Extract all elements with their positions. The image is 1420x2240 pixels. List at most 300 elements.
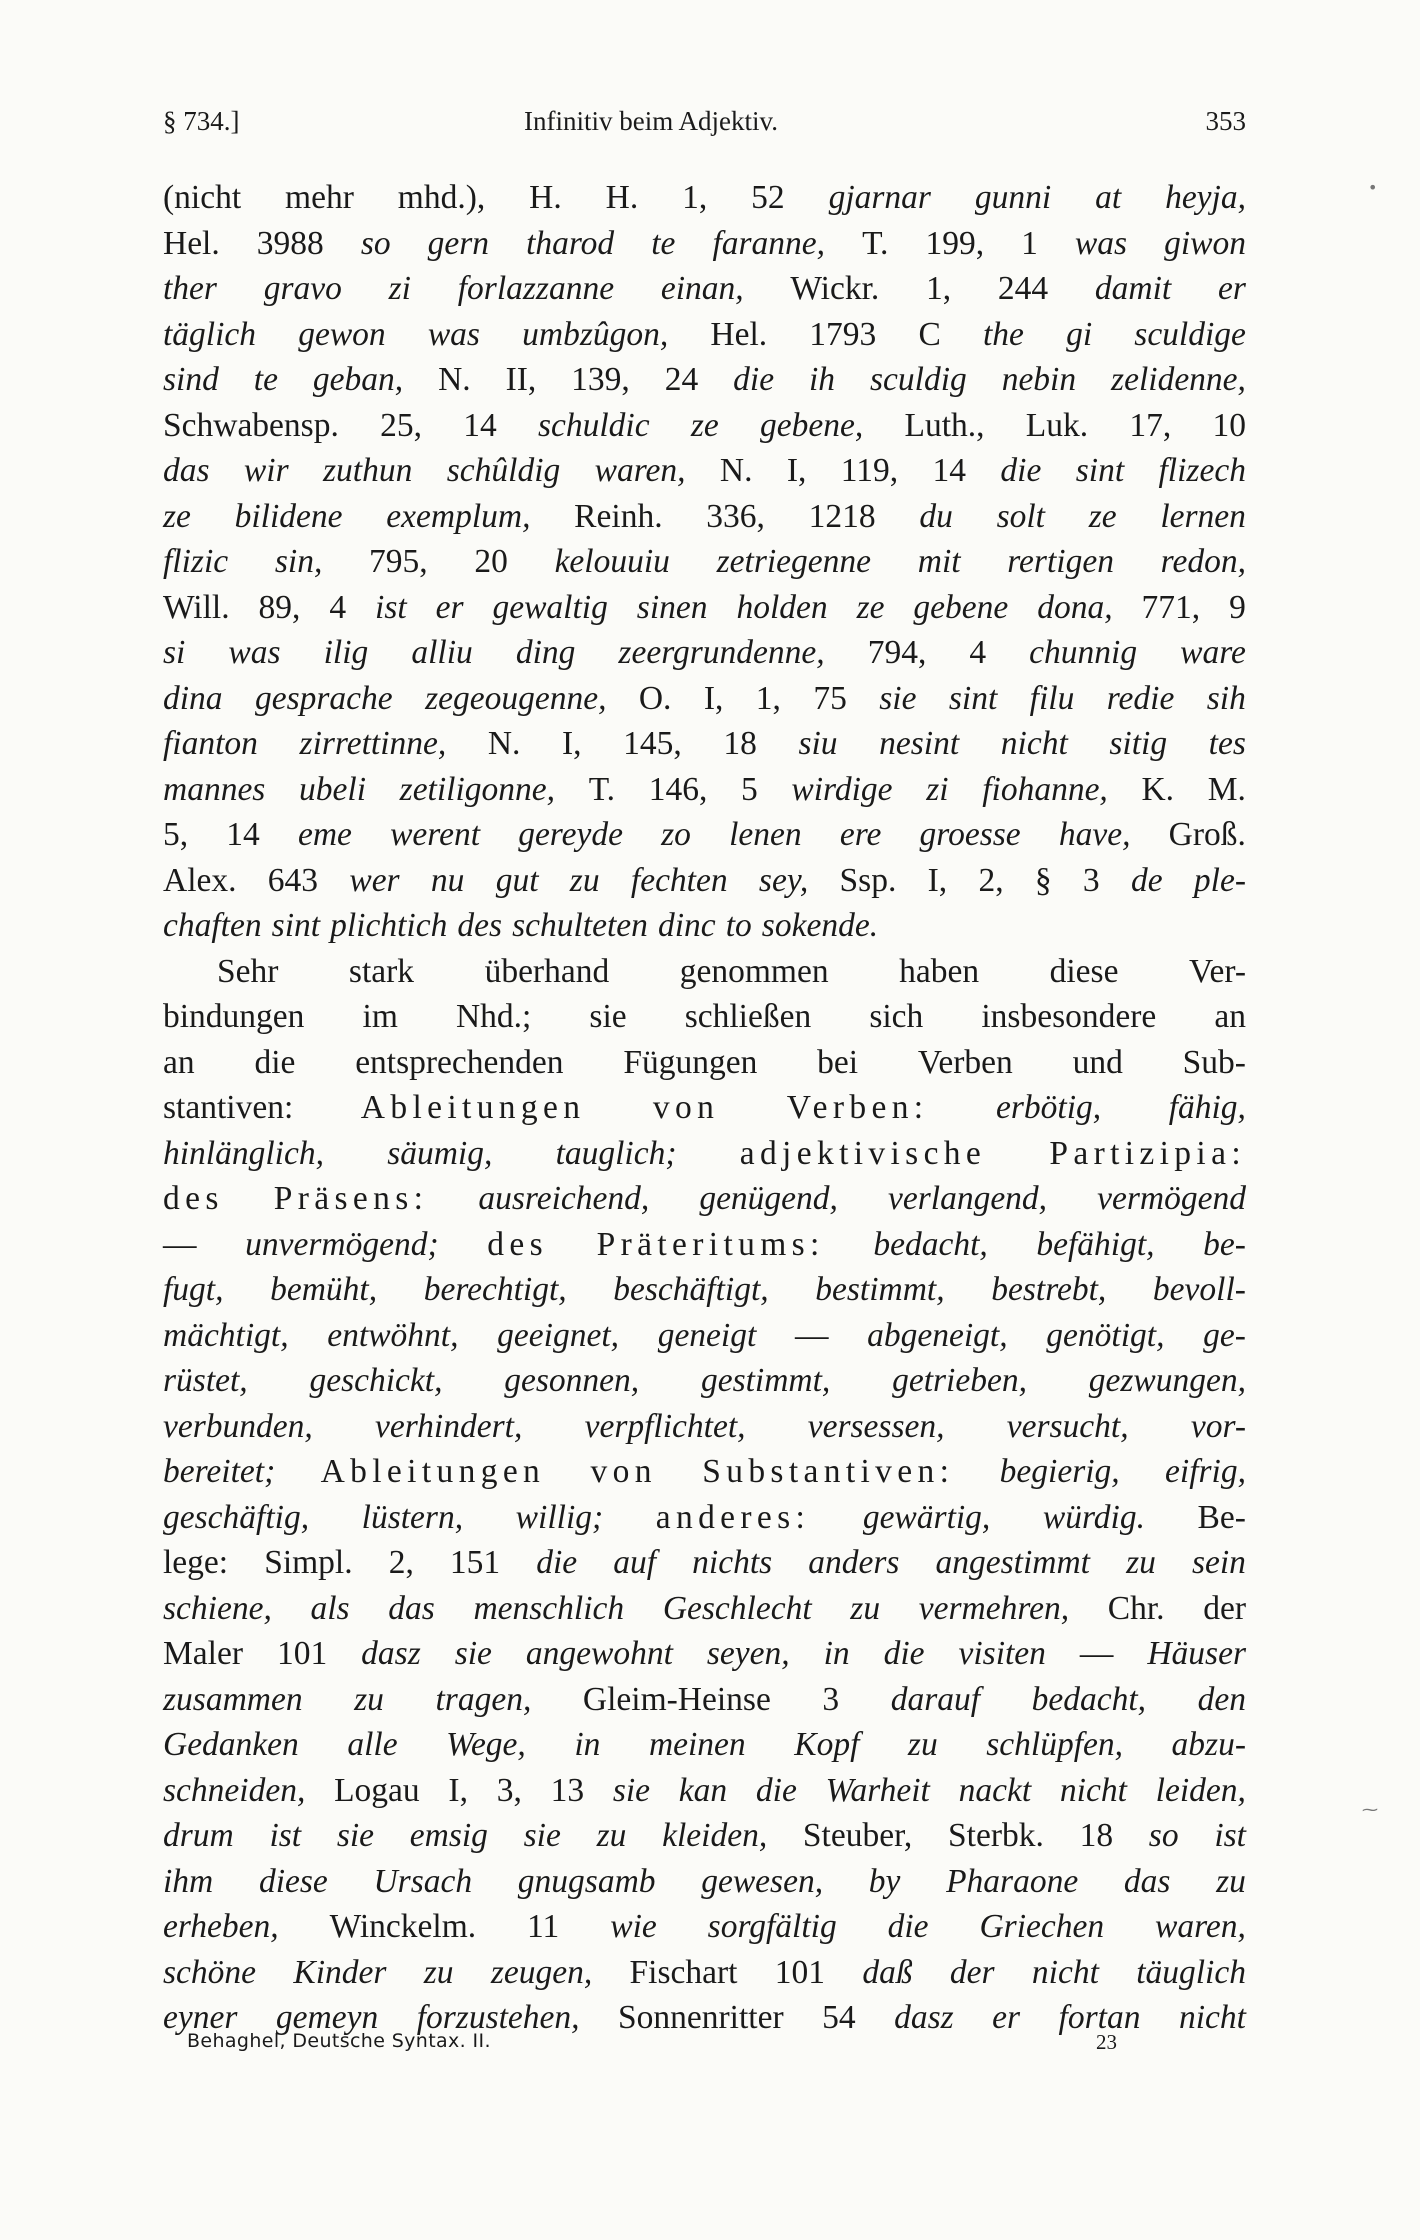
word: zetriegenne bbox=[716, 543, 872, 580]
word: — bbox=[163, 1225, 197, 1263]
word: sie bbox=[879, 679, 917, 717]
word: N. bbox=[487, 725, 521, 762]
text-line bbox=[163, 1358, 1246, 1404]
word: schneiden, bbox=[163, 1771, 306, 1809]
word: forzustehen, bbox=[416, 1999, 580, 2036]
word: chaften bbox=[163, 907, 262, 944]
word: I, bbox=[703, 679, 724, 717]
word: verpflichtet, bbox=[584, 1407, 746, 1445]
word: kan bbox=[678, 1771, 728, 1809]
word: von bbox=[590, 1453, 657, 1490]
word: 794, bbox=[867, 634, 927, 671]
word: I, bbox=[927, 861, 948, 899]
word: gestimmt, bbox=[700, 1362, 831, 1399]
text-line bbox=[163, 630, 1246, 676]
word: bei bbox=[817, 1043, 859, 1081]
word: T. bbox=[588, 770, 616, 808]
word: fiohanne, bbox=[982, 770, 1108, 808]
word: Ssp. bbox=[839, 861, 897, 899]
word: sich bbox=[869, 998, 924, 1035]
word: geeignet, bbox=[497, 1316, 620, 1354]
word: nebin bbox=[1001, 361, 1077, 398]
word: waren, bbox=[594, 452, 686, 489]
word: 101 bbox=[276, 1635, 328, 1672]
word: bestimmt, bbox=[815, 1271, 945, 1308]
word: entsprechenden bbox=[355, 1043, 564, 1081]
word: gezwungen, bbox=[1088, 1362, 1246, 1399]
word: ze bbox=[163, 497, 191, 535]
word: gewon bbox=[298, 315, 386, 353]
word: 139, bbox=[571, 361, 630, 398]
word: zuthun bbox=[323, 452, 413, 489]
word: dina bbox=[163, 679, 223, 717]
word: 1, bbox=[755, 679, 781, 717]
word: eifrig, bbox=[1165, 1453, 1246, 1490]
text-line bbox=[163, 1222, 1246, 1268]
text-line bbox=[163, 1040, 1246, 1086]
word: zu bbox=[1126, 1544, 1156, 1581]
word: Chr. bbox=[1107, 1589, 1165, 1627]
word: Winckelm. bbox=[329, 1908, 477, 1945]
margin-mark: ⁓ bbox=[1362, 1800, 1378, 1819]
word: getrieben, bbox=[892, 1362, 1027, 1399]
text-line bbox=[163, 949, 1246, 995]
word: 75 bbox=[813, 679, 847, 717]
word: Gedanken bbox=[163, 1726, 299, 1763]
word: sin, bbox=[274, 543, 323, 580]
word: drum bbox=[163, 1817, 234, 1854]
word: lege: bbox=[163, 1544, 229, 1581]
word: zo bbox=[661, 816, 691, 853]
word: Luk. bbox=[1025, 406, 1089, 444]
word: Wege, bbox=[446, 1726, 526, 1763]
word: darauf bbox=[890, 1680, 981, 1718]
word: insbesondere bbox=[981, 998, 1157, 1035]
text-line bbox=[163, 812, 1246, 858]
word: 11 bbox=[527, 1908, 560, 1945]
word: rüstet, bbox=[163, 1362, 248, 1399]
word: geneigt bbox=[657, 1316, 757, 1354]
word: fianton bbox=[163, 725, 258, 762]
text-line bbox=[163, 1950, 1246, 1996]
word: diese bbox=[258, 1862, 328, 1900]
word: vermehren, bbox=[918, 1589, 1070, 1627]
word: 771, bbox=[1141, 588, 1201, 626]
word: sint bbox=[271, 907, 321, 944]
word: im bbox=[362, 998, 398, 1035]
margin-mark: • bbox=[1368, 178, 1378, 197]
word: abzu- bbox=[1171, 1726, 1246, 1763]
word: chunnig bbox=[1029, 634, 1138, 671]
word: seyen, bbox=[706, 1635, 790, 1672]
page-footer bbox=[187, 2030, 1117, 2060]
text-line bbox=[163, 312, 1246, 358]
word: Warheit bbox=[825, 1771, 930, 1809]
word: Be- bbox=[1197, 1498, 1246, 1536]
word: T. bbox=[862, 224, 889, 262]
word: zelidenne, bbox=[1111, 361, 1246, 398]
word: mächtigt, bbox=[163, 1316, 289, 1354]
word: gewesen, bbox=[701, 1862, 824, 1900]
word: zeergrundenne, bbox=[618, 634, 825, 671]
word: 643 bbox=[267, 861, 319, 899]
word: sie bbox=[523, 1817, 561, 1854]
word: daß bbox=[862, 1953, 913, 1991]
word: zetiligonne, bbox=[399, 770, 556, 808]
word: umbzûgon, bbox=[522, 315, 669, 353]
word: 25, bbox=[380, 406, 422, 444]
word: sint bbox=[948, 679, 998, 717]
word: redon, bbox=[1160, 543, 1246, 580]
text-line bbox=[163, 357, 1246, 403]
word: 3988 bbox=[256, 224, 324, 262]
word: wie bbox=[610, 1908, 657, 1945]
word: sokende. bbox=[761, 907, 879, 944]
word: Nhd.; bbox=[455, 998, 532, 1035]
word: adjektivische bbox=[739, 1134, 987, 1172]
word: gravo bbox=[263, 270, 342, 307]
word: so bbox=[360, 224, 391, 262]
word: des bbox=[457, 907, 503, 944]
word: erheben, bbox=[163, 1908, 279, 1945]
word: — bbox=[794, 1316, 829, 1354]
word: meinen bbox=[648, 1726, 746, 1763]
word: N. bbox=[438, 361, 471, 398]
word: I, bbox=[786, 452, 807, 489]
word: nicht bbox=[1178, 1999, 1246, 2036]
word: zu bbox=[569, 861, 600, 899]
word: verlangend, bbox=[887, 1180, 1048, 1217]
word: bevoll- bbox=[1152, 1271, 1246, 1308]
word: gunni bbox=[974, 179, 1052, 216]
word: 145, bbox=[623, 725, 682, 762]
word: nicht bbox=[1031, 1953, 1099, 1991]
word: Ableitungen bbox=[360, 1089, 586, 1126]
word: lernen bbox=[1160, 497, 1246, 535]
word: nichts bbox=[692, 1544, 773, 1581]
word: unvermögend; bbox=[245, 1225, 439, 1263]
word: 3 bbox=[822, 1680, 840, 1718]
word: ubeli bbox=[299, 770, 366, 808]
text-line bbox=[163, 585, 1246, 631]
word: 244 bbox=[997, 270, 1049, 307]
word: 4 bbox=[969, 634, 987, 671]
text-line bbox=[163, 1313, 1246, 1359]
word: sitig bbox=[1109, 725, 1168, 762]
word: gewärtig, bbox=[862, 1498, 991, 1536]
word: genügend, bbox=[699, 1180, 838, 1217]
word: dasz bbox=[894, 1999, 954, 2036]
word: hinlänglich, bbox=[163, 1134, 324, 1172]
word: 795, bbox=[369, 543, 428, 580]
word: gemeyn bbox=[275, 1999, 379, 2036]
word: ware bbox=[1180, 634, 1246, 671]
word: 9 bbox=[1229, 588, 1246, 626]
word: abgeneigt, bbox=[867, 1316, 1008, 1354]
word: das bbox=[1123, 1862, 1171, 1900]
word: gut bbox=[495, 861, 539, 899]
word: des bbox=[487, 1225, 548, 1263]
word: H. bbox=[529, 179, 562, 216]
word: Präteritums: bbox=[596, 1225, 825, 1263]
word: ge- bbox=[1203, 1316, 1246, 1354]
word: stantiven: bbox=[163, 1089, 294, 1126]
word: 199, bbox=[925, 224, 985, 262]
word: Schwabensp. bbox=[163, 406, 339, 444]
word: sie bbox=[454, 1635, 492, 1672]
text-line bbox=[163, 767, 1246, 813]
word: 1, bbox=[926, 270, 952, 307]
word: sih bbox=[1206, 679, 1246, 717]
word: ze bbox=[690, 406, 719, 444]
word: genommen bbox=[679, 952, 829, 990]
word: bilidene bbox=[234, 497, 343, 535]
word: kleiden, bbox=[662, 1817, 768, 1854]
word: ih bbox=[809, 361, 836, 398]
word: mehr bbox=[285, 179, 354, 216]
word: mit bbox=[917, 543, 961, 580]
word: an bbox=[163, 1043, 195, 1081]
word: nicht bbox=[1059, 1771, 1127, 1809]
word: sint bbox=[1075, 452, 1125, 489]
word: Steuber, bbox=[802, 1817, 913, 1854]
word: Hel. bbox=[710, 315, 768, 353]
word: entwöhnt, bbox=[327, 1316, 459, 1354]
word: vor- bbox=[1190, 1407, 1246, 1445]
text-line bbox=[163, 903, 1246, 949]
word: Sub- bbox=[1182, 1043, 1246, 1081]
text-line bbox=[163, 858, 1246, 904]
word: Logau bbox=[334, 1771, 420, 1809]
word: vermögend bbox=[1097, 1180, 1246, 1217]
word: 336, bbox=[706, 497, 765, 535]
body-text bbox=[163, 175, 1246, 2041]
word: 89, bbox=[258, 588, 301, 626]
word: Gleim-Heinse bbox=[582, 1680, 771, 1718]
text-line bbox=[163, 1176, 1246, 1222]
word: er bbox=[1217, 270, 1246, 307]
word: 146, bbox=[648, 770, 708, 808]
word: flizech bbox=[1158, 452, 1246, 489]
word: N. bbox=[719, 452, 753, 489]
word: bestrebt, bbox=[991, 1271, 1107, 1308]
word: ther bbox=[163, 270, 217, 307]
word: lenen bbox=[729, 816, 802, 853]
word: waren, bbox=[1155, 1908, 1246, 1945]
word: 20 bbox=[474, 543, 508, 580]
word: die bbox=[536, 1544, 578, 1581]
text-line bbox=[163, 448, 1246, 494]
word: anderes: bbox=[655, 1498, 811, 1536]
text-line bbox=[163, 1677, 1246, 1723]
word: tharod bbox=[526, 224, 615, 262]
word: Sonnenritter bbox=[618, 1999, 784, 2036]
word: Häuser bbox=[1147, 1635, 1246, 1672]
word: 1793 bbox=[809, 315, 877, 353]
word: filu bbox=[1029, 679, 1075, 717]
word: wer bbox=[349, 861, 400, 899]
word: Griechen bbox=[979, 1908, 1105, 1945]
word: visiten bbox=[958, 1635, 1046, 1672]
word: by bbox=[868, 1862, 901, 1900]
word: sie bbox=[336, 1817, 375, 1854]
word: Sterbk. bbox=[948, 1817, 1044, 1854]
word: Alex. bbox=[163, 861, 237, 899]
word: nackt bbox=[958, 1771, 1032, 1809]
word: nicht bbox=[1000, 725, 1068, 762]
word: gi bbox=[1066, 315, 1093, 353]
word: (nicht bbox=[163, 179, 242, 216]
word: beschäftigt, bbox=[613, 1271, 769, 1308]
word: alliu bbox=[411, 634, 473, 671]
word: wirdige bbox=[791, 770, 893, 808]
word: diese bbox=[1049, 952, 1119, 990]
word: was bbox=[228, 634, 281, 671]
word: des bbox=[163, 1180, 224, 1217]
word: C bbox=[918, 315, 941, 353]
word: exemplum, bbox=[386, 497, 531, 535]
word: würdig. bbox=[1042, 1498, 1145, 1536]
word: Simpl. bbox=[264, 1544, 353, 1581]
word: verhindert, bbox=[375, 1407, 523, 1445]
word: geschickt, bbox=[309, 1362, 443, 1399]
text-line bbox=[163, 1540, 1246, 1586]
word: to bbox=[725, 907, 752, 944]
word: das bbox=[163, 452, 210, 489]
word: zu bbox=[354, 1680, 384, 1718]
word: zu bbox=[850, 1589, 881, 1627]
word: mannes bbox=[163, 770, 266, 808]
word: plichtich bbox=[330, 907, 448, 944]
text-line bbox=[163, 1267, 1246, 1313]
word: verbunden, bbox=[163, 1407, 313, 1445]
word: ze bbox=[1088, 497, 1117, 535]
word: zu bbox=[423, 1953, 454, 1991]
word: haben bbox=[899, 952, 980, 990]
word: Fischart bbox=[629, 1953, 738, 1991]
sheet-number: 23 bbox=[1096, 2030, 1117, 2054]
word: versessen, bbox=[807, 1407, 945, 1445]
word: schûldig bbox=[446, 452, 561, 489]
word: 18 bbox=[1079, 1817, 1114, 1854]
word: gnugsamb bbox=[517, 1862, 656, 1900]
word: Partizipia: bbox=[1049, 1134, 1246, 1172]
word: redie bbox=[1106, 679, 1175, 717]
word: ihm bbox=[163, 1862, 214, 1900]
word: zegeougenne, bbox=[425, 679, 607, 717]
word: 52 bbox=[751, 179, 785, 216]
word: fähig, bbox=[1168, 1089, 1246, 1126]
word: Reinh. bbox=[574, 497, 663, 535]
word: 1, bbox=[682, 179, 708, 216]
word: nu bbox=[430, 861, 465, 899]
text-line bbox=[163, 1631, 1246, 1677]
word: was bbox=[1074, 224, 1128, 262]
text-line bbox=[163, 539, 1246, 585]
word: schöne bbox=[163, 1953, 257, 1991]
word: angestimmt bbox=[935, 1544, 1090, 1581]
word: die bbox=[883, 1635, 925, 1672]
word: 54 bbox=[822, 1999, 856, 2036]
word: und bbox=[1072, 1043, 1123, 1081]
word: si bbox=[163, 634, 186, 671]
word: er bbox=[435, 588, 464, 626]
word: ze bbox=[856, 588, 885, 626]
word: als bbox=[310, 1589, 350, 1627]
word: geschäftig, bbox=[163, 1498, 310, 1536]
word: bereitet; bbox=[163, 1453, 276, 1490]
word: 3, bbox=[496, 1771, 522, 1809]
text-line bbox=[163, 1904, 1246, 1950]
word: emsig bbox=[409, 1817, 488, 1854]
word: gewaltig bbox=[492, 588, 608, 626]
word: ausreichend, bbox=[478, 1180, 650, 1217]
word: sey, bbox=[758, 861, 809, 899]
word: Pharaone bbox=[946, 1862, 1079, 1900]
word: ilig bbox=[323, 634, 369, 671]
section-reference: § 734.] bbox=[163, 106, 240, 136]
word: genötigt, bbox=[1046, 1316, 1165, 1354]
word: willig; bbox=[515, 1498, 604, 1536]
word: forlazzanne bbox=[457, 270, 615, 307]
word: gereyde bbox=[518, 816, 623, 853]
word: geban, bbox=[312, 361, 404, 398]
word: menschlich bbox=[473, 1589, 625, 1627]
word: Maler bbox=[163, 1635, 243, 1672]
word: 14 bbox=[226, 816, 260, 853]
word: 3 bbox=[1082, 861, 1100, 899]
word: dona, bbox=[1037, 588, 1113, 626]
word: II, bbox=[505, 361, 537, 398]
word: have, bbox=[1058, 816, 1131, 853]
word: das bbox=[388, 1589, 435, 1627]
word: 24 bbox=[664, 361, 699, 398]
word: schulteten bbox=[512, 907, 648, 944]
word: der bbox=[1203, 1589, 1246, 1627]
word: sind bbox=[163, 361, 219, 398]
running-title: Infinitiv beim Adjektiv. bbox=[524, 106, 778, 136]
word: wir bbox=[243, 452, 289, 489]
word: Will. bbox=[163, 588, 230, 626]
word: ist bbox=[375, 588, 407, 626]
word: was bbox=[427, 315, 480, 353]
word: zirrettinne, bbox=[299, 725, 447, 762]
word: überhand bbox=[484, 952, 610, 990]
word: M. bbox=[1207, 770, 1246, 808]
word: siu bbox=[798, 725, 838, 762]
word: rertigen bbox=[1007, 543, 1114, 580]
word: heyja, bbox=[1165, 179, 1246, 216]
word: te bbox=[253, 361, 278, 398]
word: zeugen, bbox=[490, 1953, 593, 1991]
word: 2, bbox=[978, 861, 1004, 899]
word: fortan bbox=[1058, 1999, 1141, 2036]
word: Ver- bbox=[1188, 952, 1246, 990]
word: Kopf bbox=[794, 1726, 860, 1763]
word: kelouuiu bbox=[554, 543, 670, 580]
word: 18 bbox=[723, 725, 757, 762]
word: Ableitungen bbox=[320, 1453, 546, 1490]
word: sein bbox=[1191, 1544, 1246, 1581]
word: Ursach bbox=[373, 1862, 473, 1900]
word: säumig, bbox=[387, 1134, 493, 1172]
text-line bbox=[163, 221, 1246, 267]
word: mhd.), bbox=[397, 179, 486, 216]
word: alle bbox=[347, 1726, 398, 1763]
text-line bbox=[163, 1404, 1246, 1450]
page-number: 353 bbox=[1205, 106, 1246, 136]
word: täuglich bbox=[1136, 1953, 1246, 1991]
